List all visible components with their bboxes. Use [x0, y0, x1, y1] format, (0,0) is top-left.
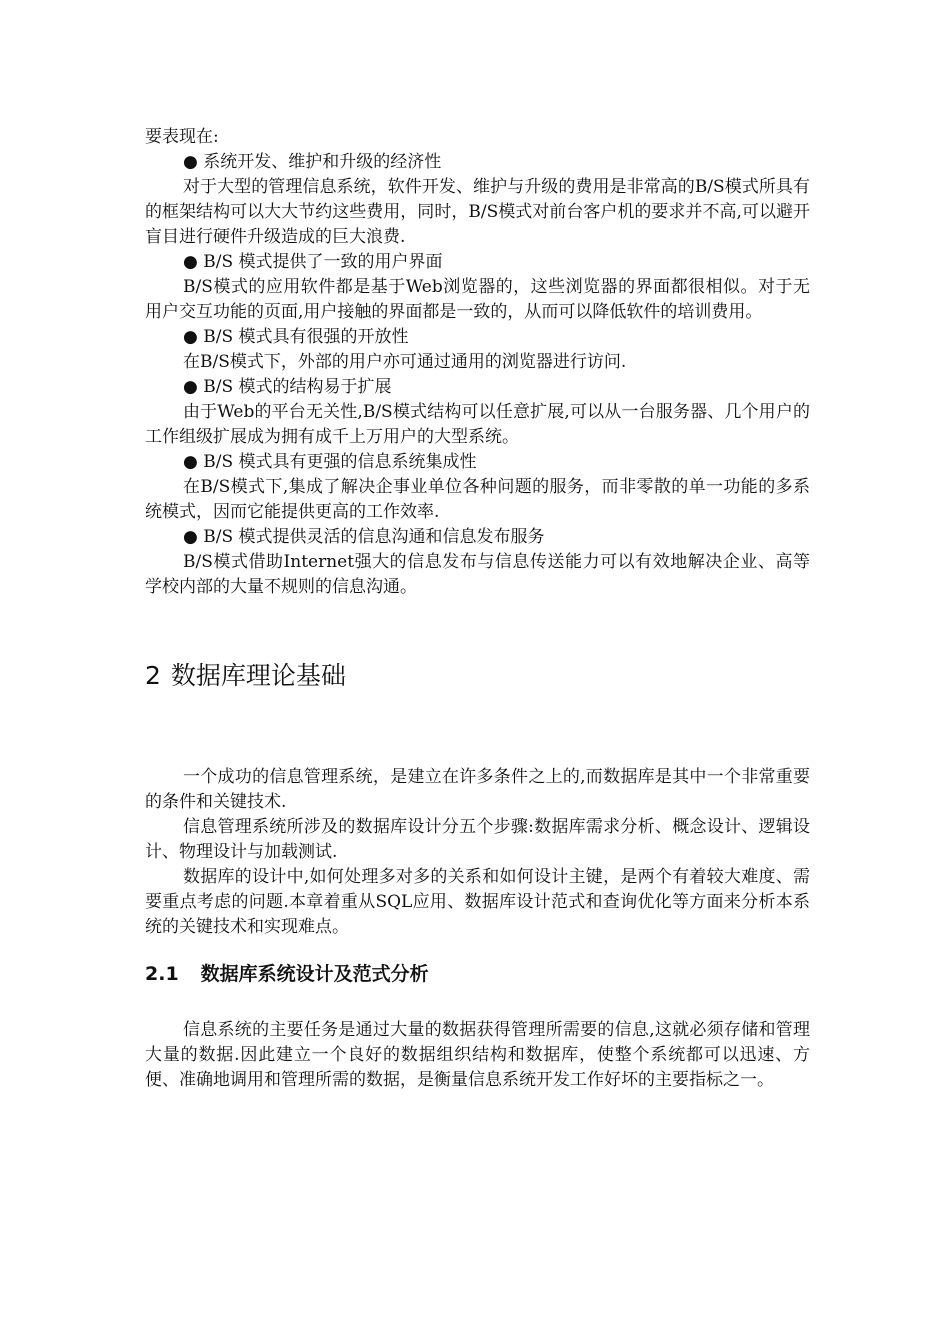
paragraph-openness: 在B/S模式下，外部的用户亦可通过通用的浏览器进行访问. — [183, 352, 627, 372]
chapter-number: 2 — [145, 661, 161, 690]
lead-text: 要表现在: — [145, 127, 219, 147]
paragraph-integration: 在B/S模式下,集成了解决企事业单位各种问题的服务，而非零散的单一功能的多系统模式，因而它能提供更高的工作效率. — [145, 477, 810, 522]
section-body-block — [145, 1018, 810, 1093]
paragraph-uniform-ui: B/S模式的应用软件都是基于Web浏览器的，这些浏览器的界面都很相似。对于无用户交互功能的页面,用户接触的界面都是一致的，从而可以降低软件的培训费用。 — [145, 277, 810, 322]
paragraph-economy: 对于大型的管理信息系统，软件开发、维护与升级的费用是非常高的B/S模式所具有的框架结构可以大大节约这些费用，同时，B/S模式对前台客户机的要求并不高,可以避开盲目进行硬件升级造成的巨大浪费. — [145, 177, 810, 247]
section-number: 2.1 — [145, 963, 179, 985]
paragraph-communication: B/S模式借助Internet强大的信息发布与信息传送能力可以有效地解决企业、高等学校内部的大量不规则的信息沟通。 — [145, 552, 810, 597]
section-title: 数据库系统设计及范式分析 — [200, 963, 429, 985]
section-paragraph-1: 信息系统的主要任务是通过大量的数据获得管理所需要的信息,这就必须存储和管理大量的数据.因此建立一个良好的数据组织结构和数据库，使整个系统都可以迅速、方便、准确地调用和管理所需的数据，是衡量信息系统开发工作好坏的主要指标之一。 — [145, 1020, 810, 1090]
section-heading — [145, 960, 429, 988]
chapter-intro-block — [145, 765, 810, 940]
chapter-paragraph-1: 一个成功的信息管理系统，是建立在许多条件之上的,而数据库是其中一个非常重要的条件和关键技术. — [145, 767, 810, 812]
bs-advantages-block — [145, 125, 810, 600]
bullet-openness: ● B/S 模式具有很强的开放性 — [183, 327, 409, 347]
bullet-uniform-ui: ● B/S 模式提供了一致的用户界面 — [183, 252, 443, 272]
chapter-paragraph-3: 数据库的设计中,如何处理多对多的关系和如何设计主键，是两个有着较大难度、需要重点考虑的问题.本章着重从SQL应用、数据库设计范式和查询优化等方面来分析本系统的关键技术和实现难点。 — [145, 867, 810, 937]
paragraph-extensibility: 由于Web的平台无关性,B/S模式结构可以任意扩展,可以从一台服务器、几个用户的工作组级扩展成为拥有成千上万用户的大型系统。 — [145, 402, 810, 447]
chapter-title: 数据库理论基础 — [170, 661, 346, 690]
bullet-integration: ● B/S 模式具有更强的信息系统集成性 — [183, 452, 477, 472]
bullet-communication: ● B/S 模式提供灵活的信息沟通和信息发布服务 — [183, 527, 545, 547]
chapter-paragraph-2: 信息管理系统所涉及的数据库设计分五个步骤:数据库需求分析、概念设计、逻辑设计、物理设计与加载测试. — [145, 817, 810, 862]
bullet-extensibility: ● B/S 模式的结构易于扩展 — [183, 377, 392, 397]
bullet-economy: ● 系统开发、维护和升级的经济性 — [183, 152, 442, 172]
chapter-heading — [145, 660, 346, 692]
